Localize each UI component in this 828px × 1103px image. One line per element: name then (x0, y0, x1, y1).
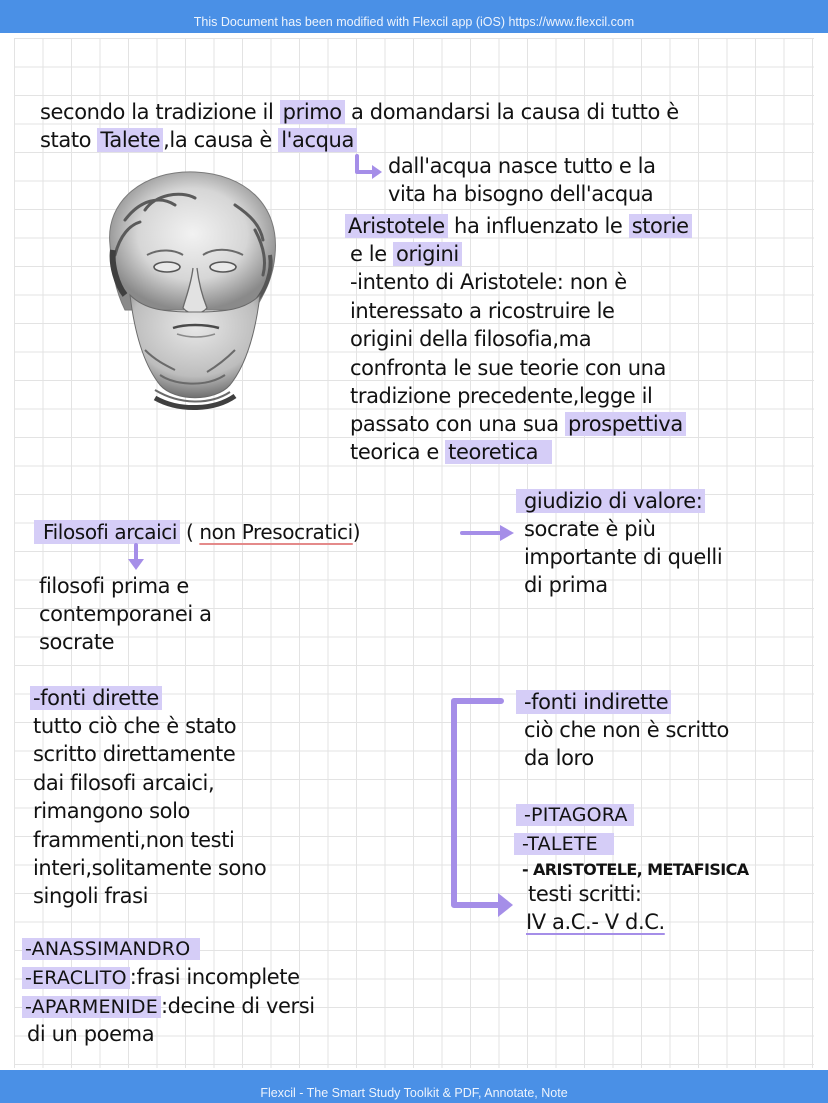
giudizio-body-2: importante di quelli (524, 545, 723, 569)
fonti-dirette-body-4: rimangono solo (33, 799, 190, 823)
aristotele-text: teorica e (350, 440, 446, 464)
fonti-indirette-body-1: ciò che non è scritto (524, 718, 729, 742)
fonti-dirette-body-2: scritto direttamente (33, 742, 236, 766)
fonti-dirette-body-6: interi,solitamente sono (33, 856, 267, 880)
testi-scritti: testi scritti: (528, 882, 642, 906)
highlight-teoretica: teoretica (445, 440, 552, 464)
eraclito-item (22, 963, 300, 993)
fonti-dirette-title (30, 684, 162, 713)
parmenide-cont: di un poema (27, 1022, 155, 1046)
acqua-note-line-1: dall'acqua nasce tutto e la (388, 154, 656, 178)
aristotele-line-9 (350, 438, 552, 467)
arcaici-title (34, 518, 360, 547)
fonti-dirette-body-7: singoli frasi (33, 884, 149, 908)
fonti-dirette-body-5: frammenti,non testi (33, 828, 235, 852)
highlight-parmenide: -APARMENIDE (22, 996, 161, 1018)
aristotele-body-4: confronta le sue teorie con una (350, 356, 667, 380)
highlight-anassimandro: -ANASSIMANDRO (22, 938, 200, 960)
highlight-aristotele: Aristotele (345, 214, 448, 238)
paren: ) (352, 520, 361, 544)
intro-line-2 (40, 126, 357, 155)
acqua-note-line-2: vita ha bisogno dell'acqua (388, 182, 654, 206)
highlight-talete-item: -TALETE (514, 833, 614, 855)
highlight-origini: origini (393, 242, 462, 266)
aristotle-bust-image (85, 160, 295, 415)
fonti-dirette-body-1: tutto ciò che è stato (33, 714, 237, 738)
date-range: IV a.C.- V d.C. (526, 910, 665, 934)
highlight-filosofi-arcaici: Filosofi arcaici (34, 520, 180, 544)
giudizio-body-3: di prima (524, 573, 608, 597)
aristotele-body-3: origini della filosofia,ma (350, 327, 592, 351)
highlight-pitagora: -PITAGORA (516, 804, 634, 826)
intro-text: stato (40, 128, 98, 152)
highlight-primo: primo (280, 100, 345, 124)
flexcil-bottom-banner (0, 1070, 828, 1103)
eraclito-note: :frasi incomplete (129, 965, 300, 989)
aristotele-text: ha influenzato le (447, 214, 629, 238)
aristotele-line-8 (350, 410, 686, 439)
banner-top-text: This Document has been modified with Flexcil app (iOS) https://www.flexcil.com (193, 14, 635, 29)
pitagora-item (516, 801, 634, 830)
aristotele-text: e le (350, 242, 394, 266)
intro-text: a domandarsi la causa di tutto è (344, 100, 679, 124)
giudizio-title (516, 487, 705, 516)
arcaici-sub-1: filosofi prima e (39, 574, 189, 598)
highlight-prospettiva: prospettiva (565, 412, 686, 436)
fonti-indirette-body-2: da loro (524, 746, 594, 770)
giudizio-body-1: socrate è più (524, 517, 656, 541)
banner-bottom-text: Flexcil - The Smart Study Toolkit & PDF, Annotate, Note (260, 1085, 568, 1100)
fonti-indirette-title (516, 688, 671, 717)
aristotele-text: passato con una sua (350, 412, 566, 436)
highlight-eraclito: -ERACLITO (22, 967, 130, 989)
parmenide-note: :decine di versi (160, 994, 315, 1018)
highlight-giudizio: giudizio di valore: (516, 489, 705, 513)
fonti-dirette-body-3: dai filosofi arcaici, (33, 771, 215, 795)
highlight-fonti-indirette: -fonti indirette (516, 690, 671, 714)
non-presocratici-text: non Presocratici (199, 520, 353, 544)
paren: ( (180, 520, 200, 544)
aristotele-body-1: -intento di Aristotele: non è (350, 270, 627, 294)
arcaici-sub-3: socrate (39, 630, 115, 654)
intro-text: secondo la tradizione il (40, 100, 280, 124)
flexcil-top-banner (0, 0, 828, 33)
talete-item (514, 830, 614, 859)
highlight-fonti-dirette: -fonti dirette (30, 686, 162, 710)
highlight-talete: Talete (97, 128, 163, 152)
aristotele-line-1 (345, 212, 692, 241)
arcaici-sub-2: contemporanei a (39, 602, 212, 626)
intro-line-1 (40, 98, 679, 127)
anassimandro-item (22, 935, 200, 964)
highlight-acqua: l'acqua (278, 128, 357, 152)
intro-text: ,la causa è (163, 128, 279, 152)
aristotele-line-2 (350, 240, 462, 269)
parmenide-item (22, 992, 315, 1022)
aristotele-body-2: interessato a ricostruire le (350, 299, 615, 323)
aristotele-body-5: tradizione precedente,legge il (350, 384, 653, 408)
highlight-storie: storie (629, 214, 692, 238)
aristotele-metafisica: - ARISTOTELE, METAFISICA (522, 860, 749, 879)
